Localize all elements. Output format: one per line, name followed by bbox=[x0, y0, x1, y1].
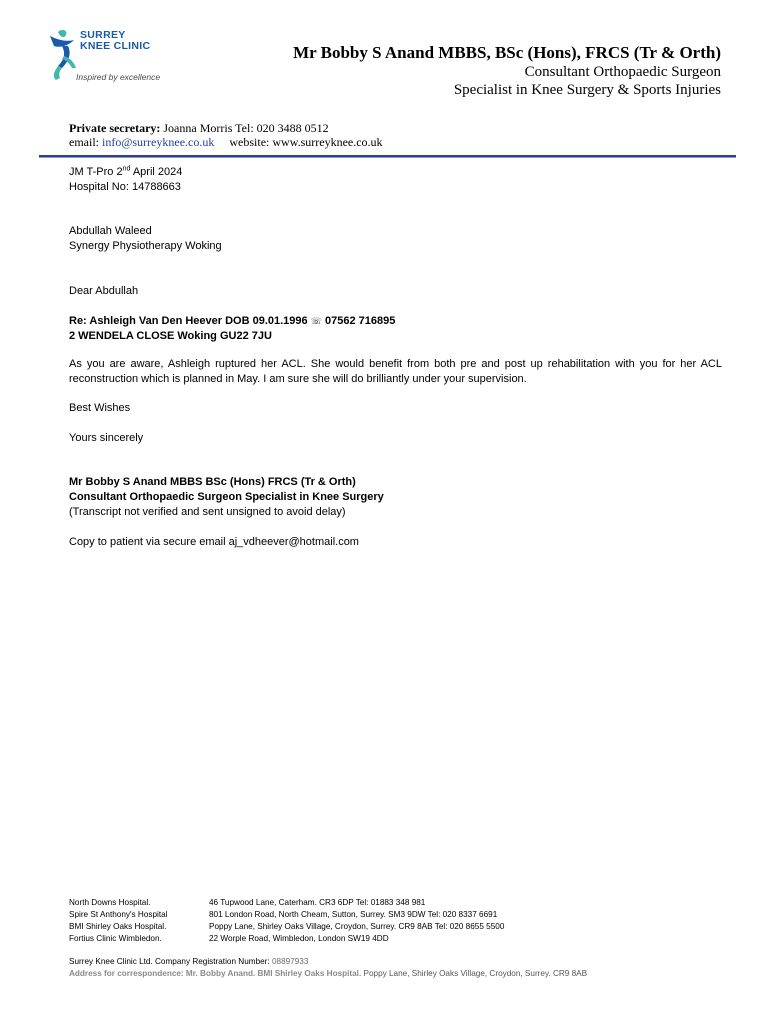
footer-hospital-name: North Downs Hospital. bbox=[69, 898, 151, 907]
website-link[interactable]: www.surreyknee.co.uk bbox=[272, 135, 383, 149]
logo-text-line1: SURREY bbox=[80, 29, 126, 41]
reference-date-line: JM T-Pro 2nd April 2024 bbox=[69, 165, 183, 178]
logo-tagline: Inspired by excellence bbox=[76, 72, 161, 82]
signature-note: (Transcript not verified and sent unsigned to avoid delay) bbox=[69, 506, 346, 518]
best-wishes: Best Wishes bbox=[69, 402, 131, 414]
correspondence-address: Address for correspondence: Mr. Bobby Anand. BMI Shirley Oaks Hospital. Poppy Lane, Shirley Oaks Village, Croydon, Surrey. CR9 8AB bbox=[69, 969, 588, 978]
surgeon-title-line1: Consultant Orthopaedic Surgeon bbox=[524, 64, 721, 80]
contact-line bbox=[69, 135, 383, 150]
surgeon-name-heading: Mr Bobby S Anand MBBS, BSc (Hons), FRCS (Tr & Orth) bbox=[293, 43, 721, 62]
footer-hospital-name: Fortius Clinic Wimbledon. bbox=[69, 934, 162, 943]
salutation: Dear Abdullah bbox=[69, 285, 139, 297]
header-divider bbox=[39, 155, 736, 158]
secretary-label: Private secretary: bbox=[69, 121, 161, 135]
recipient-name: Abdullah Waleed bbox=[69, 225, 152, 237]
footer-hospital-address: 801 London Road, North Cheam, Sutton, Surrey. SM3 9DW Tel: 020 8337 6691 bbox=[209, 910, 498, 919]
secretary-value: Joanna Morris Tel: 020 3488 0512 bbox=[163, 121, 329, 135]
footer-hospital-name: BMI Shirley Oaks Hospital. bbox=[69, 922, 167, 931]
phone-icon: ☏ bbox=[310, 316, 322, 326]
re-line-address: 2 WENDELA CLOSE Woking GU22 7JU bbox=[69, 330, 272, 342]
re-line-patient: Re: Ashleigh Van Den Heever DOB 09.01.1996 ☏ 07562 716895 bbox=[69, 315, 396, 327]
surrey-knee-clinic-logo bbox=[44, 26, 174, 86]
signature-title: Consultant Orthopaedic Surgeon Specialist in Knee Surgery bbox=[69, 491, 384, 503]
website-label: website: bbox=[229, 135, 270, 149]
logo-text-line2: KNEE CLINIC bbox=[80, 40, 151, 52]
company-registration: Surrey Knee Clinic Ltd. Company Registration Number: 08897933 bbox=[69, 957, 309, 966]
footer-hospital-address: 22 Worple Road, Wimbledon, London SW19 4DD bbox=[209, 934, 389, 943]
hospital-number: Hospital No: 14788663 bbox=[69, 181, 181, 193]
footer-hospital-address: 46 Tupwood Lane, Caterham. CR3 6DP Tel: 01883 348 981 bbox=[209, 898, 426, 907]
letter-body-paragraph: As you are aware, Ashleigh ruptured her ACL. She would benefit from both pre and post up rehabilitation with you for her ACL reconstruction which is planned in May. I am sure she will do brilliantly under your supervision. bbox=[69, 358, 722, 385]
email-label: email: bbox=[69, 135, 99, 149]
signature-name: Mr Bobby S Anand MBBS BSc (Hons) FRCS (Tr & Orth) bbox=[69, 476, 356, 488]
copy-to-patient: Copy to patient via secure email aj_vdheever@hotmail.com bbox=[69, 536, 359, 548]
surgeon-title-line2: Specialist in Knee Surgery & Sports Injuries bbox=[453, 82, 721, 98]
recipient-organisation: Synergy Physiotherapy Woking bbox=[69, 240, 222, 252]
footer-hospital-name: Spire St Anthony's Hospital bbox=[69, 910, 168, 919]
email-link[interactable]: info@surreyknee.co.uk bbox=[102, 135, 215, 149]
closing: Yours sincerely bbox=[69, 432, 144, 444]
secretary-line bbox=[69, 121, 329, 136]
footer-hospital-address: Poppy Lane, Shirley Oaks Village, Croydon, Surrey. CR9 8AB Tel: 020 8655 5500 bbox=[209, 922, 505, 931]
